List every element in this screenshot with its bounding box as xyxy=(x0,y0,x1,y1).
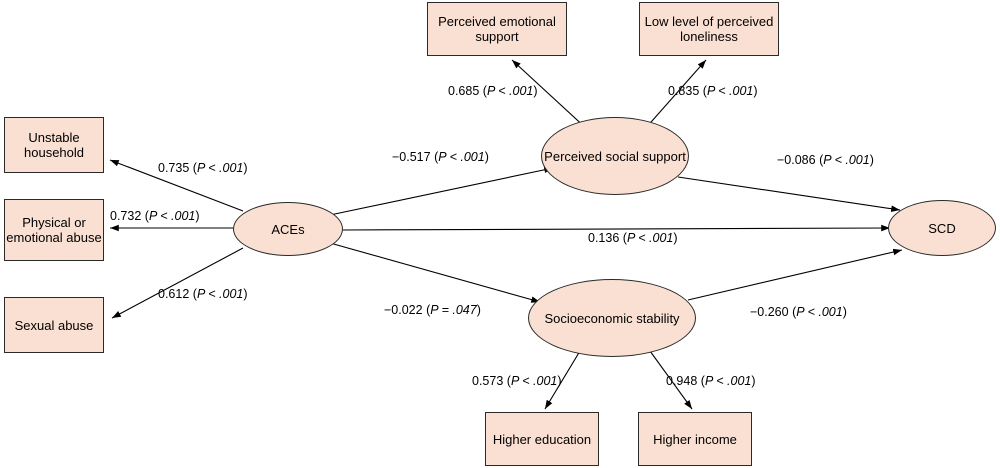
edge-p-value: P < .001 xyxy=(626,231,674,245)
node-socioeconomic-stability[interactable] xyxy=(528,279,696,357)
node-label: Higher education xyxy=(492,431,592,447)
edge-coefficient: 0.685 xyxy=(448,84,480,98)
edge-aces-socioeconomic-stability xyxy=(330,243,540,302)
edge-p-value: P < .001 xyxy=(823,153,870,167)
node-scd[interactable] xyxy=(888,200,996,256)
edge-p-value: P < .001 xyxy=(704,374,752,388)
edge-label-socioeconomic-stability-higher-education xyxy=(472,374,562,388)
node-label: Sexual abuse xyxy=(14,317,94,333)
edge-p-value: P = .047 xyxy=(430,303,477,317)
edge-coefficient: −0.022 xyxy=(384,303,423,317)
node-sexual-abuse[interactable] xyxy=(4,297,104,353)
edge-p-close: ) xyxy=(869,153,874,167)
edge-p-close: ) xyxy=(195,209,200,223)
edge-label-aces-sexual-abuse xyxy=(158,287,248,301)
node-label: SCD xyxy=(928,220,956,236)
node-label: Socioeconomic stability xyxy=(544,310,680,326)
edge-label-aces-perceived-social-support xyxy=(392,150,489,164)
edge-label-aces-scd xyxy=(588,231,678,245)
edge-label-aces-unstable-household xyxy=(158,161,248,175)
node-perceived-social-support[interactable] xyxy=(541,117,689,195)
edge-label-perceived-social-support-emotional-support xyxy=(448,84,538,98)
edge-p-open: ( xyxy=(622,231,627,245)
node-label: Perceived social support xyxy=(544,148,686,164)
node-label: Unstable household xyxy=(24,130,84,160)
edge-p-open: ( xyxy=(434,150,439,164)
edge-p-value: P < .001 xyxy=(438,150,485,164)
node-label: Perceived emotional support xyxy=(438,14,556,44)
edge-coefficient: 0.573 xyxy=(472,374,504,388)
edge-p-value: P < .001 xyxy=(196,287,244,301)
node-perceived-emotional-support[interactable] xyxy=(427,2,567,56)
edge-p-value: P < .001 xyxy=(510,374,558,388)
edge-coefficient: 0.136 xyxy=(588,231,620,245)
node-higher-education[interactable] xyxy=(485,412,599,466)
node-higher-income[interactable] xyxy=(638,412,752,466)
edge-p-open: ( xyxy=(144,209,149,223)
node-aces[interactable] xyxy=(233,202,343,256)
edge-aces-scd xyxy=(343,228,890,230)
edge-label-socioeconomic-stability-scd xyxy=(750,305,847,319)
node-unstable-household[interactable] xyxy=(4,117,104,173)
edge-p-close: ) xyxy=(842,305,847,319)
edge-p-close: ) xyxy=(753,84,758,98)
edge-label-aces-physical-emotional-abuse xyxy=(110,209,200,223)
edge-p-close: ) xyxy=(243,287,248,301)
node-label: Higher income xyxy=(653,431,737,447)
edge-coefficient: 0.732 xyxy=(110,209,142,223)
edge-aces-sexual-abuse xyxy=(112,248,243,318)
edge-coefficient: 0.735 xyxy=(158,161,190,175)
edge-p-open: ( xyxy=(792,305,797,319)
edge-coefficient: 0.612 xyxy=(158,287,190,301)
edge-p-close: ) xyxy=(476,303,481,317)
edge-p-open: ( xyxy=(819,153,824,167)
edge-coefficient: −0.260 xyxy=(750,305,789,319)
edge-p-open: ( xyxy=(700,374,705,388)
edge-p-open: ( xyxy=(426,303,431,317)
node-low-level-of-perceived-loneliness[interactable] xyxy=(639,2,779,56)
edge-coefficient: 0.948 xyxy=(666,374,698,388)
edge-p-value: P < .001 xyxy=(486,84,534,98)
edge-p-close: ) xyxy=(673,231,678,245)
edge-p-value: P < .001 xyxy=(148,209,196,223)
node-physical-or-emotional-abuse[interactable] xyxy=(4,199,104,261)
edge-socioeconomic-stability-scd xyxy=(688,250,902,300)
edge-p-close: ) xyxy=(533,84,538,98)
edge-perceived-social-support-scd xyxy=(678,177,900,210)
edge-label-aces-socioeconomic-stability xyxy=(384,303,481,317)
edge-p-value: P < .001 xyxy=(706,84,754,98)
edge-p-close: ) xyxy=(484,150,489,164)
edge-label-perceived-social-support-loneliness xyxy=(668,84,758,98)
edge-p-value: P < .001 xyxy=(196,161,244,175)
edge-coefficient: −0.517 xyxy=(392,150,431,164)
node-label: Low level of perceived loneliness xyxy=(644,14,774,44)
edge-p-open: ( xyxy=(192,287,197,301)
edge-p-close: ) xyxy=(243,161,248,175)
node-label: ACEs xyxy=(271,221,305,237)
edge-label-perceived-social-support-scd xyxy=(777,153,874,167)
node-label: Physical or emotional abuse xyxy=(6,215,102,245)
edge-label-socioeconomic-stability-higher-income xyxy=(666,374,756,388)
edge-p-close: ) xyxy=(751,374,756,388)
edge-p-open: ( xyxy=(482,84,487,98)
edge-p-open: ( xyxy=(702,84,707,98)
edge-coefficient: −0.086 xyxy=(777,153,816,167)
edge-p-open: ( xyxy=(192,161,197,175)
edge-coefficient: 0.835 xyxy=(668,84,700,98)
edge-p-open: ( xyxy=(506,374,511,388)
edge-aces-perceived-social-support xyxy=(330,168,553,215)
edge-p-value: P < .001 xyxy=(796,305,843,319)
edge-p-close: ) xyxy=(557,374,562,388)
